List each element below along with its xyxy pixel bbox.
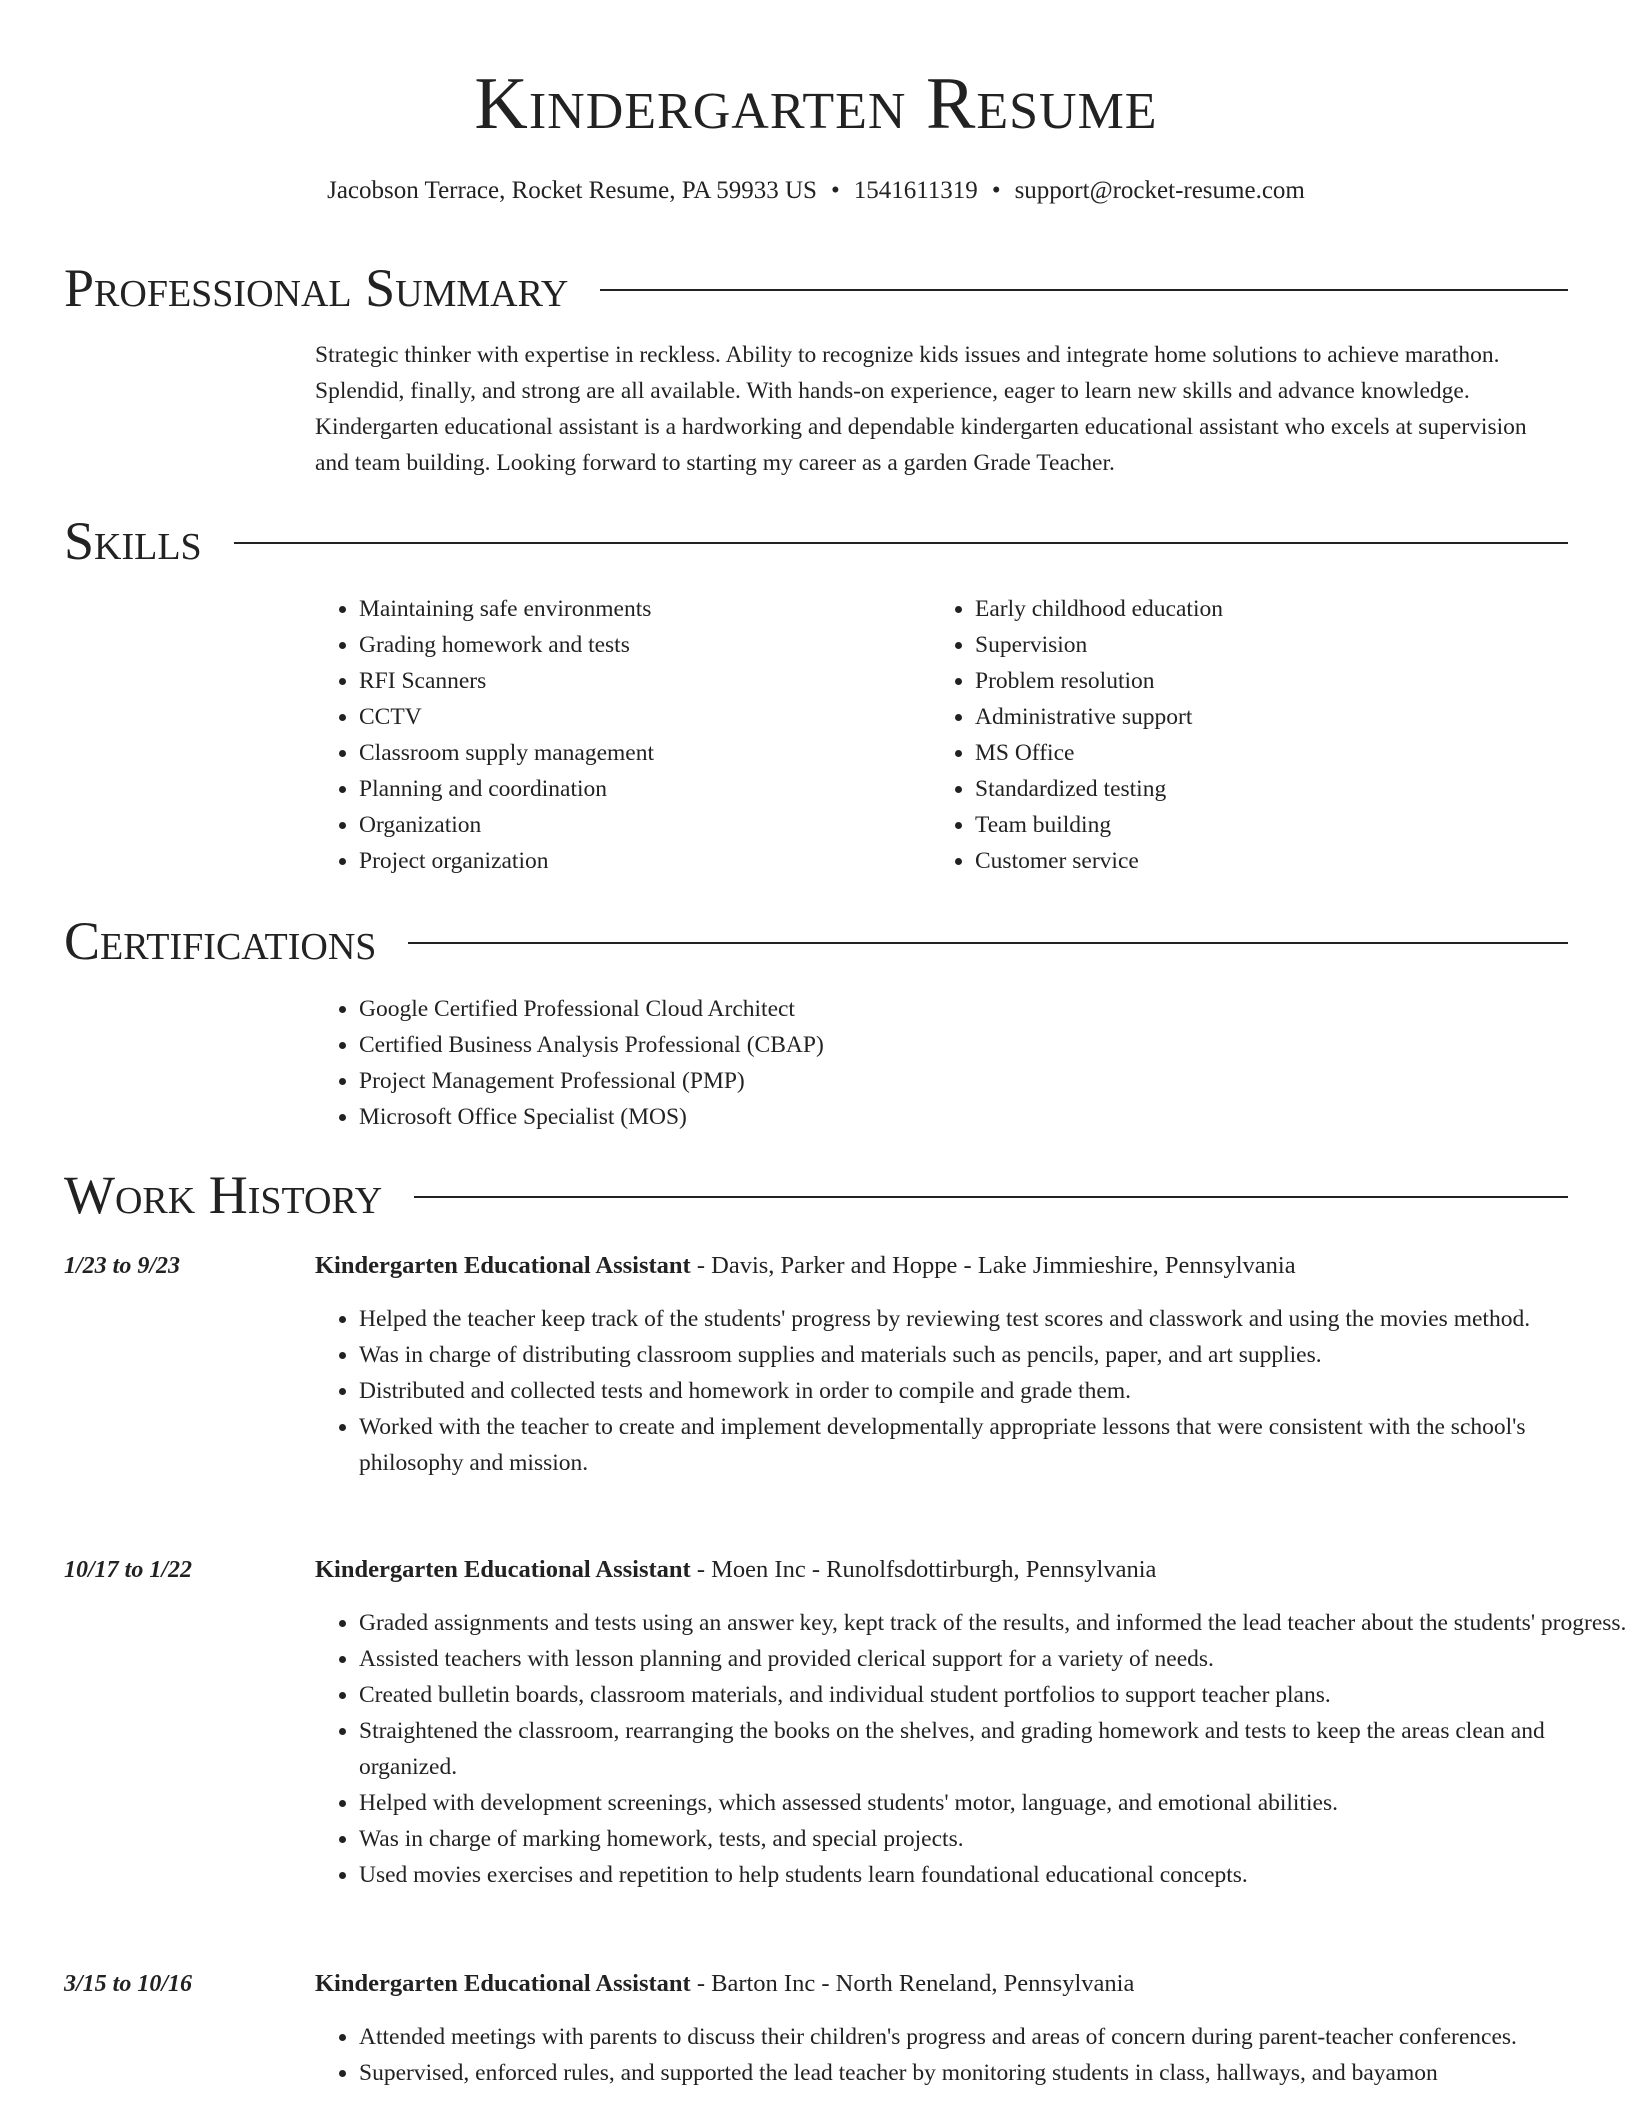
certifications-section-heading [64, 909, 1568, 973]
job-bullets [315, 1301, 1629, 1481]
certifications-heading: Certifications [64, 911, 377, 971]
contact-line [0, 175, 1632, 207]
skill-item: • Early childhood education [975, 591, 1511, 627]
skill-item: • RFI Scanners [359, 663, 895, 699]
job-bullet: • Helped with development screenings, which assessed students' motor, language, and emotional abilities. [359, 1785, 1629, 1821]
skill-item: • Maintaining safe environments [359, 591, 895, 627]
job-title: Kindergarten Educational Assistant [315, 1556, 691, 1583]
work-section-heading [64, 1163, 1568, 1227]
skill-item: • CCTV [359, 699, 895, 735]
job-bullet: • Straightened the classroom, rearranging the books on the shelves, and grading homework and tests to keep the areas clean and organized. [359, 1713, 1629, 1785]
job-employer-location: - Davis, Parker and Hoppe - Lake Jimmieshire, Pennsylvania [690, 1252, 1296, 1279]
skill-item: • Customer service [975, 843, 1511, 879]
skill-item: • Problem resolution [975, 663, 1511, 699]
certification-item: • Certified Business Analysis Professional (CBAP) [359, 1027, 1515, 1063]
job-title-line [315, 1966, 1134, 2002]
skills-right-column [931, 591, 1511, 879]
section-divider [408, 942, 1568, 944]
skill-item: • Planning and coordination [359, 771, 895, 807]
skills-heading: Skills [64, 511, 202, 571]
job-bullet: • Created bulletin boards, classroom materials, and individual student portfolios to support teacher plans. [359, 1677, 1629, 1713]
section-divider [414, 1196, 1568, 1198]
contact-phone: 1541611319 [853, 177, 978, 204]
contact-separator: • [991, 177, 1001, 204]
skill-item: • Supervision [975, 627, 1511, 663]
skill-item: • Administrative support [975, 699, 1511, 735]
skill-item: • Grading homework and tests [359, 627, 895, 663]
summary-section-heading [64, 256, 1568, 320]
certification-item: • Google Certified Professional Cloud Architect [359, 991, 1515, 1027]
job-dates: 10/17 to 1/22 [64, 1557, 193, 1583]
job-employer-location: - Moen Inc - Runolfsdottirburgh, Pennsylvania [690, 1556, 1157, 1583]
certification-item: • Microsoft Office Specialist (MOS) [359, 1099, 1515, 1135]
skills-section-heading [64, 509, 1568, 573]
contact-separator: • [830, 177, 840, 204]
certifications-list [315, 991, 1515, 1135]
section-divider [234, 542, 1568, 544]
job-title-line [315, 1552, 1156, 1588]
job-bullet: • Was in charge of marking homework, tests, and special projects. [359, 1821, 1629, 1857]
summary-text: Strategic thinker with expertise in reckless. Ability to recognize kids issues and integrate home solutions to achieve marathon. Splendid, finally, and strong are all available. With hands-on experience, eager to learn new skills and advance knowledge. Kindergarten educational assistant is a hardworking and dependable kindergarten educational assistant who excels at supervision and team building. Looking forward to starting my career as a garden Grade Teacher. [315, 342, 1527, 476]
job-bullet: • Supervised, enforced rules, and supported the lead teacher by monitoring students in class, hallways, and bayamon [359, 2055, 1629, 2091]
job-bullets [315, 2019, 1629, 2091]
job-bullet: • Worked with the teacher to create and implement developmentally appropriate lessons that were consistent with the school's philosophy and mission. [359, 1409, 1629, 1481]
skill-item: • Classroom supply management [359, 735, 895, 771]
job-title-line [315, 1248, 1296, 1284]
summary-heading: Professional Summary [64, 258, 569, 318]
work-heading: Work History [64, 1165, 383, 1225]
job-bullets [315, 1605, 1629, 1893]
job-bullet: • Was in charge of distributing classroom supplies and materials such as pencils, paper, and art supplies. [359, 1337, 1629, 1373]
job-bullet: • Helped the teacher keep track of the students' progress by reviewing test scores and classwork and using the movies method. [359, 1301, 1629, 1337]
job-title: Kindergarten Educational Assistant [315, 1252, 691, 1279]
skills-left-list [315, 591, 895, 879]
job-bullet: • Attended meetings with parents to discuss their children's progress and areas of concern during parent-teacher conferences. [359, 2019, 1629, 2055]
contact-address: Jacobson Terrace, Rocket Resume, PA 59933 US [327, 177, 817, 204]
job-bullet: • Graded assignments and tests using an answer key, kept track of the results, and informed the lead teacher about the students' progress. [359, 1605, 1629, 1641]
certifications-block [315, 991, 1515, 1135]
section-divider [600, 289, 1568, 291]
job-bullet: • Distributed and collected tests and homework in order to compile and grade them. [359, 1373, 1629, 1409]
skill-item: • Organization [359, 807, 895, 843]
certification-item: • Project Management Professional (PMP) [359, 1063, 1515, 1099]
contact-email: support@rocket-resume.com [1014, 177, 1305, 204]
job-dates: 3/15 to 10/16 [64, 1971, 193, 1997]
resume-name: Kindergarten Resume [474, 63, 1158, 145]
job-title: Kindergarten Educational Assistant [315, 1970, 691, 1997]
job-dates: 1/23 to 9/23 [64, 1253, 181, 1279]
job-bullet: • Used movies exercises and repetition to help students learn foundational educational concepts. [359, 1857, 1629, 1893]
skills-right-list [931, 591, 1511, 879]
skill-item: • Project organization [359, 843, 895, 879]
skill-item: • Standardized testing [975, 771, 1511, 807]
job-employer-location: - Barton Inc - North Reneland, Pennsylvania [690, 1970, 1135, 1997]
skills-left-column [315, 591, 895, 879]
skill-item: • Team building [975, 807, 1511, 843]
skill-item: • MS Office [975, 735, 1511, 771]
job-bullet: • Assisted teachers with lesson planning and provided clerical support for a variety of needs. [359, 1641, 1629, 1677]
